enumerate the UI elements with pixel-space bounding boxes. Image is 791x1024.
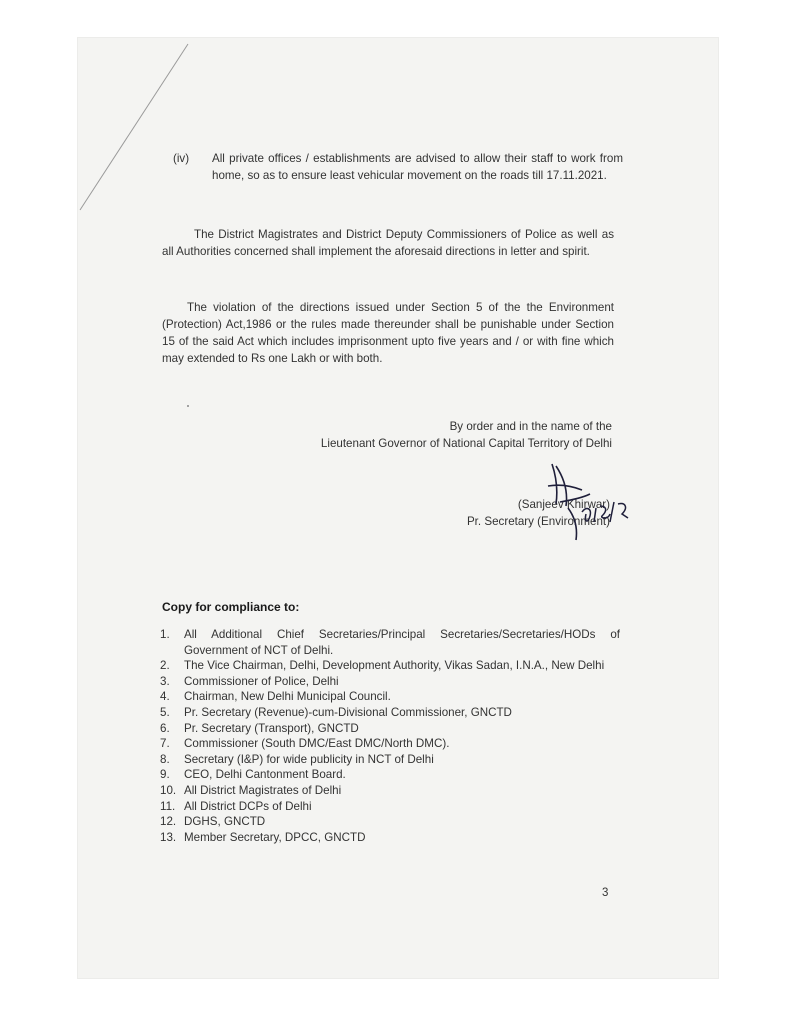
order-line-2: Lieutenant Governor of National Capital Territory of Delhi xyxy=(320,437,612,450)
list-item: 10. All District Magistrates of Delhi xyxy=(160,783,342,797)
list-item: 2. The Vice Chairman, Delhi, Development Authority, Vikas Sadan, I.N.A., New Delhi xyxy=(160,659,605,673)
directive-item-text: All private offices / establishments are advised to allow their staff to work from home, so as to ensure least vehicular movement on the roads till 17.11.2021. xyxy=(212,152,623,182)
list-item: 13. Member Secretary, DPCC, GNCTD xyxy=(160,830,366,844)
signer-designation: Pr. Secretary (Environment) xyxy=(466,515,610,528)
directive-item-iv xyxy=(173,150,623,184)
list-item: 9. CEO, Delhi Cantonment Board. xyxy=(160,768,346,782)
order-line-1: By order and in the name of the xyxy=(449,420,612,433)
copy-list xyxy=(160,627,620,845)
violation-paragraph: The violation of the directions issued under Section 5 of the the Environment (Protection) Act,1986 or the rules made thereunder shall be punishable under Section 15 of the said Act which includes imprisonment upto five years and / or with fine which may extended to Rs one Lakh or with both. xyxy=(162,301,614,365)
list-item: 5. Pr. Secretary (Revenue)-cum-Divisional Commissioner, GNCTD xyxy=(160,705,512,719)
list-item: 4. Chairman, New Delhi Municipal Council. xyxy=(160,690,391,704)
implementation-paragraph: The District Magistrates and District Deputy Commissioners of Police as well as all Authorities concerned shall implement the aforesaid directions in letter and spirit. xyxy=(162,228,614,258)
page-number: 3 xyxy=(602,887,609,899)
handwritten-signature xyxy=(538,456,638,551)
list-item: 8. Secretary (I&P) for wide publicity in NCT of Delhi xyxy=(160,752,434,766)
order-block xyxy=(282,418,612,452)
list-item: 12. DGHS, GNCTD xyxy=(160,815,266,829)
directive-item-number: (iv) xyxy=(173,152,190,165)
copy-heading: Copy for compliance to: xyxy=(162,600,300,614)
ink-speck xyxy=(187,405,189,407)
list-item: 7. Commissioner (South DMC/East DMC/North DMC). xyxy=(160,737,450,751)
list-item: 1. All Additional Chief Secretaries/Principal Secretaries/Secretaries/HODs of Government of NCT of Delhi. xyxy=(160,628,620,657)
signer-name: (Sanjeev Khirwar) xyxy=(517,498,610,511)
list-item: 3. Commissioner of Police, Delhi xyxy=(160,674,339,688)
list-item: 11. All District DCPs of Delhi xyxy=(160,799,312,813)
list-item: 6. Pr. Secretary (Transport), GNCTD xyxy=(160,721,359,735)
